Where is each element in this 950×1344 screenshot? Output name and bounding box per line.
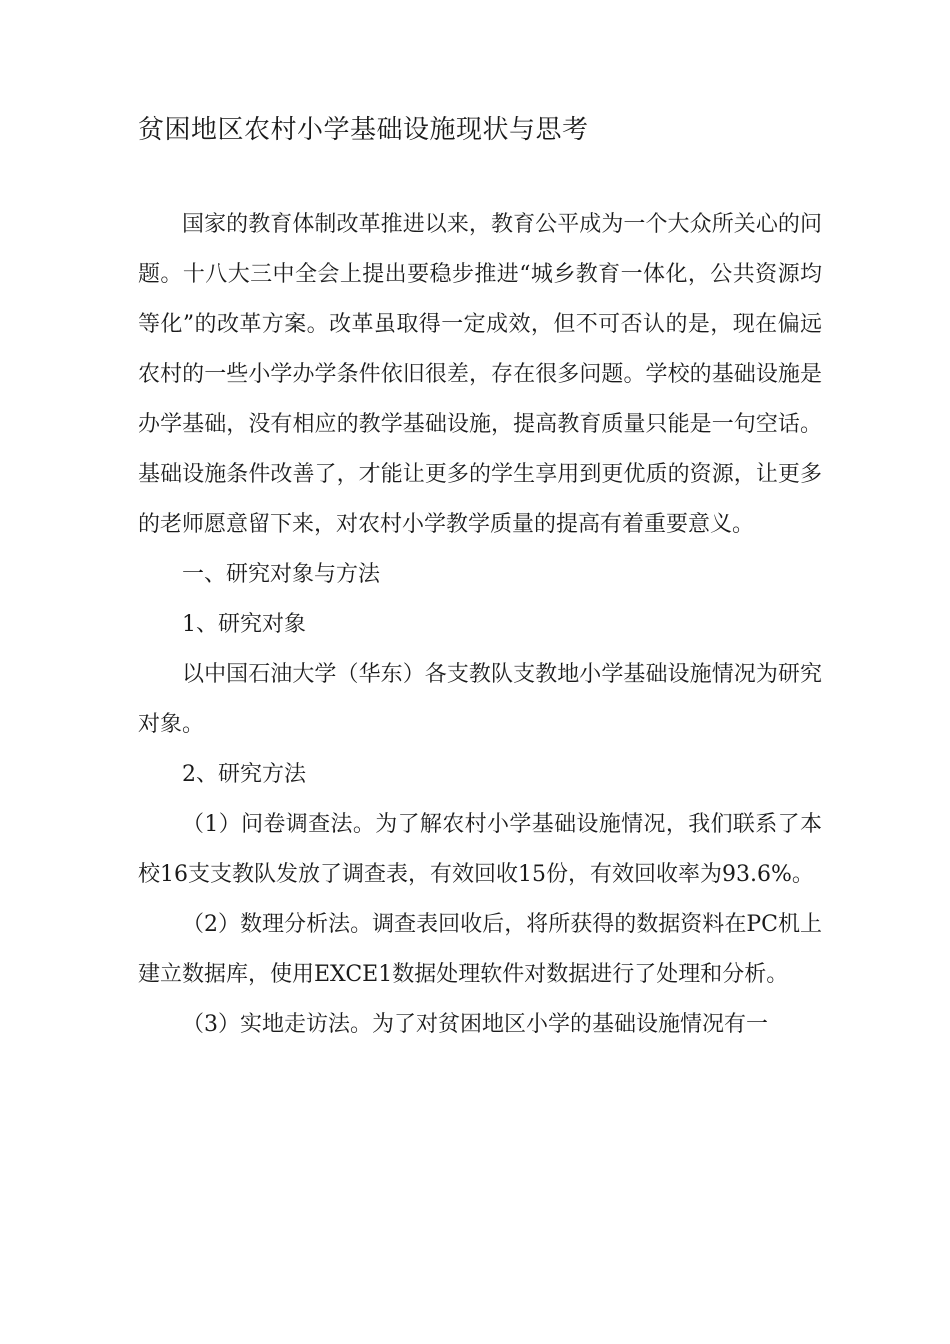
paragraph-subject: 以中国石油大学（华东）各支教队支教地小学基础设施情况为研究对象。 (138, 662, 822, 737)
paragraph-method-visit: （3）实地走访法。为了对贫困地区小学的基础设施情况有一 (182, 1012, 768, 1037)
section-heading-research: 一、研究对象与方法 (182, 562, 381, 587)
document-body (138, 200, 822, 1050)
subsection-heading-subject: 1、研究对象 (182, 612, 306, 637)
paragraph-method-survey: （1）问卷调查法。为了解农村小学基础设施情况，我们联系了本校16支支教队发放了调查表，有效回收15份，有效回收率为93.6%。 (138, 812, 822, 887)
paragraph-method-analysis: （2）数理分析法。调查表回收后，将所获得的数据资料在PC机上建立数据库，使用EXCE1数据处理软件对数据进行了处理和分析。 (138, 912, 822, 987)
subsection-heading-methods: 2、研究方法 (182, 762, 306, 787)
document-title: 贫困地区农村小学基础设施现状与思考 (138, 115, 589, 145)
paragraph-intro: 国家的教育体制改革推进以来，教育公平成为一个大众所关心的问题。十八大三中全会上提出要稳步推进“城乡教育一体化，公共资源均等化”的改革方案。改革虽取得一定成效，但不可否认的是，现在偏远农村的一些小学办学条件依旧很差，存在很多问题。学校的基础设施是办学基础，没有相应的教学基础设施，提高教育质量只能是一句空话。基础设施条件改善了，才能让更多的学生享用到更优质的资源，让更多的老师愿意留下来，对农村小学教学质量的提高有着重要意义。 (138, 212, 822, 537)
